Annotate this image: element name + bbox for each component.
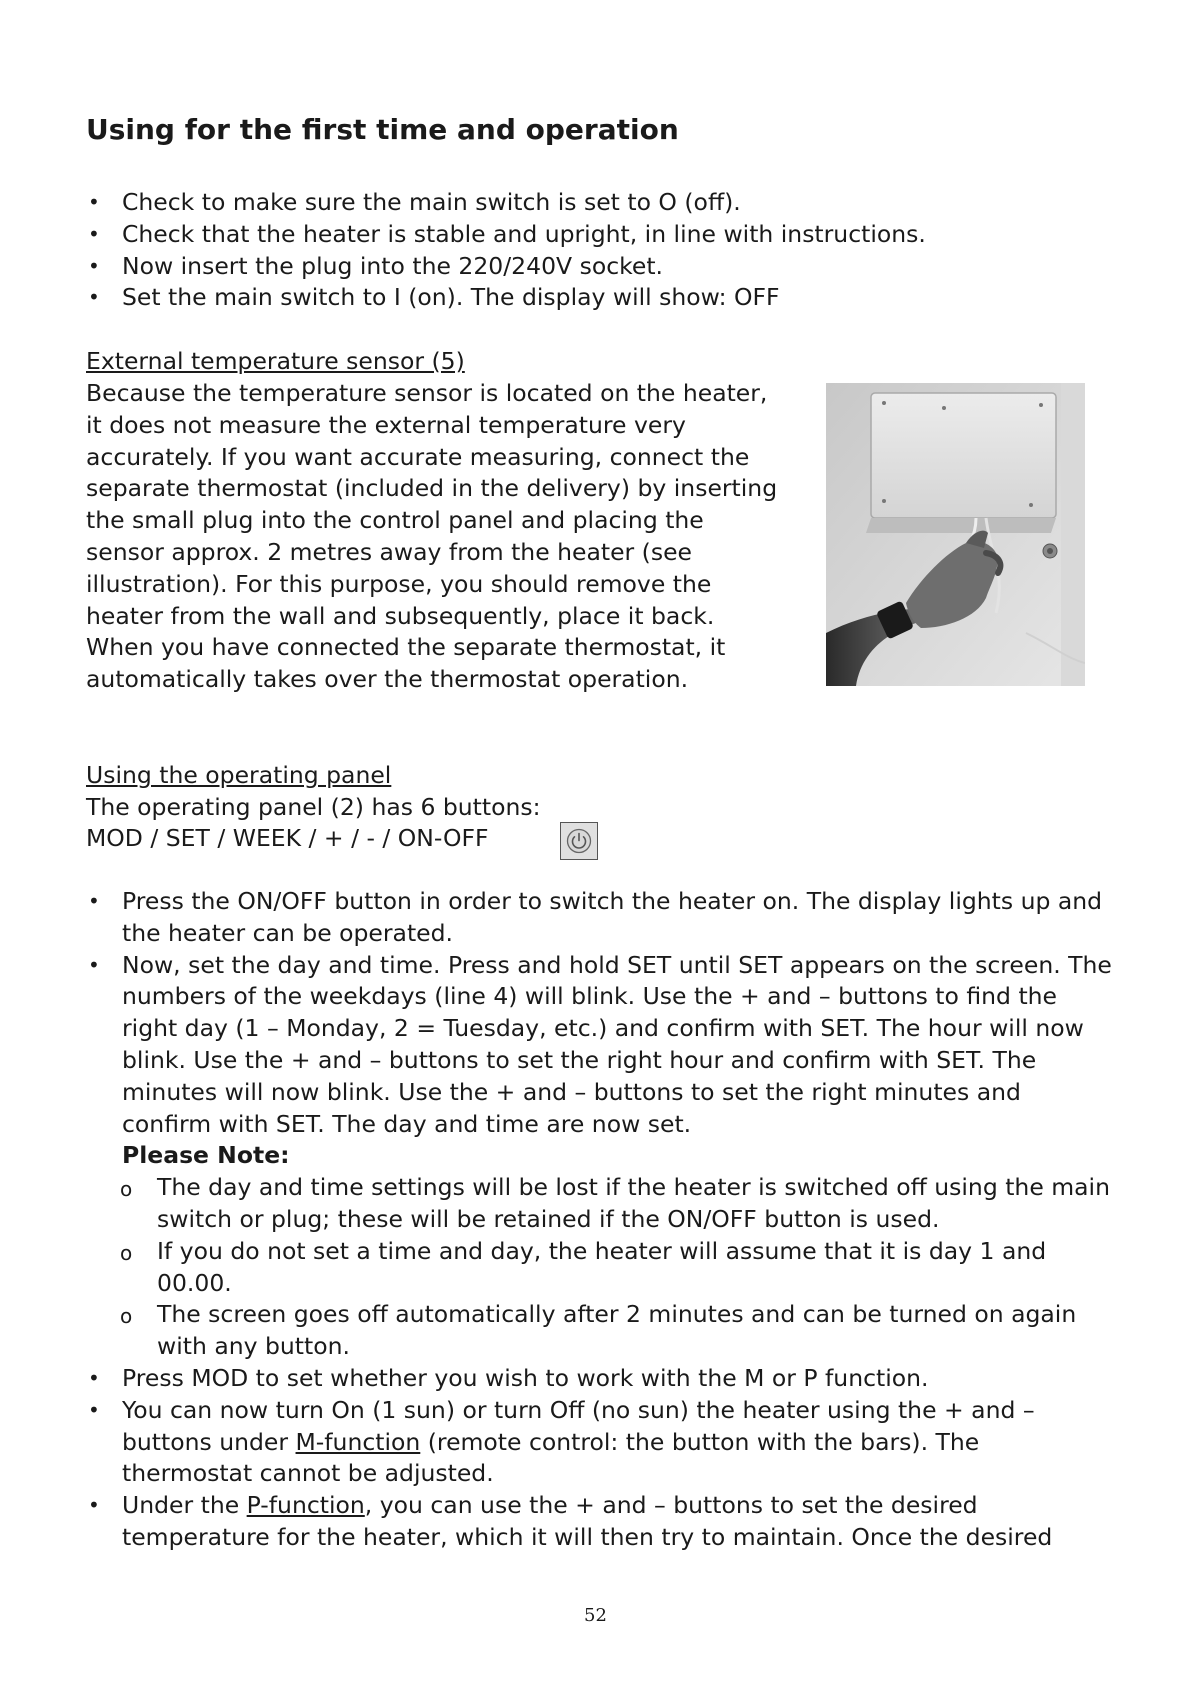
sensor-heading: External temperature sensor (5) bbox=[86, 347, 465, 375]
text-line: it does not measure the external temperature very bbox=[86, 410, 686, 439]
list-item-text: (remote control: the button with the bars). The thermostat cannot be adjusted. bbox=[122, 1427, 980, 1488]
text-line: the small plug into the control panel and placing the bbox=[86, 506, 704, 535]
power-button-icon bbox=[560, 822, 598, 860]
intro-bullet-list bbox=[86, 187, 1116, 314]
page-number: 52 bbox=[584, 1605, 607, 1626]
list-item: • Press the ON/OFF button in order to switch the heater on. The display lights up and the heater can be operated. bbox=[86, 886, 1116, 950]
list-item-text: , you can use the + and – buttons to set the desired temperature for the heater, which it will then try to maintain. Once the desired bbox=[122, 1491, 1053, 1551]
sensor-paragraph bbox=[86, 378, 826, 696]
text-line: sensor approx. 2 metres away from the heater (see bbox=[86, 537, 693, 566]
sub-list-item: o The screen goes off automatically after 2 minutes and can be turned on again with any button. bbox=[122, 1299, 1116, 1363]
note-label: Please Note: bbox=[122, 1141, 290, 1170]
panel-intro-text: The operating panel (2) has 6 buttons: bbox=[86, 793, 541, 821]
list-item-text: Now, set the day and time. Press and hold SET until SET appears on the screen. The numbers of the weekdays (line 4) will blink. Use the + and – buttons to find the right day (1 – Monday, 2 = Tuesday, etc.) and confirm with SET. The hour will now blink. Use the + and – buttons to set the right hour and confirm with SET. The minutes will now blink. Use the + and – buttons to set the right minutes and confirm with SET. The day and time are now set. bbox=[122, 950, 1112, 1138]
text-line: illustration). For this purpose, you should remove the bbox=[86, 569, 712, 598]
operation-bullet-list bbox=[86, 886, 1116, 1554]
list-item: • Press MOD to set whether you wish to work with the M or P function. bbox=[86, 1363, 1116, 1395]
text-line: accurately. If you want accurate measuring, connect the bbox=[86, 442, 750, 471]
list-item: • Check to make sure the main switch is set to O (off). bbox=[86, 187, 1116, 219]
list-item bbox=[86, 1490, 1116, 1554]
list-item: • Check that the heater is stable and upright, in line with instructions. bbox=[86, 219, 1116, 251]
sensor-installation-photo bbox=[826, 383, 1085, 686]
list-item bbox=[86, 950, 1116, 1363]
list-item-text: Under the bbox=[122, 1491, 247, 1520]
power-icon bbox=[565, 827, 593, 855]
m-function-term: M-function bbox=[295, 1427, 421, 1456]
list-item bbox=[86, 1395, 1116, 1490]
sub-list-item: o If you do not set a time and day, the heater will assume that it is day 1 and 00.00. bbox=[122, 1236, 1116, 1300]
text-line: When you have connected the separate thermostat, it bbox=[86, 633, 726, 662]
note-sub-list bbox=[122, 1172, 1116, 1363]
text-line: Because the temperature sensor is located on the heater, bbox=[86, 379, 768, 407]
p-function-term: P-function bbox=[246, 1491, 365, 1520]
sub-list-item: o The day and time settings will be lost if the heater is switched off using the main switch or plug; these will be retained if the ON/OFF button is used. bbox=[122, 1172, 1116, 1236]
list-item: • Set the main switch to I (on). The display will show: OFF bbox=[86, 282, 1116, 314]
text-line: automatically takes over the thermostat operation. bbox=[86, 665, 689, 694]
list-item: • Now insert the plug into the 220/240V socket. bbox=[86, 251, 1116, 283]
page-title: Using for the first time and operation bbox=[86, 113, 679, 146]
panel-button-list-text: MOD / SET / WEEK / + / - / ON-OFF bbox=[86, 824, 489, 852]
list-item-text: You can now turn On (1 sun) or turn Off (no sun) the heater using the + and – buttons under bbox=[122, 1395, 1035, 1456]
panel-heading: Using the operating panel bbox=[86, 761, 392, 789]
text-line: separate thermostat (included in the delivery) by inserting bbox=[86, 474, 778, 503]
text-line: heater from the wall and subsequently, place it back. bbox=[86, 601, 715, 630]
